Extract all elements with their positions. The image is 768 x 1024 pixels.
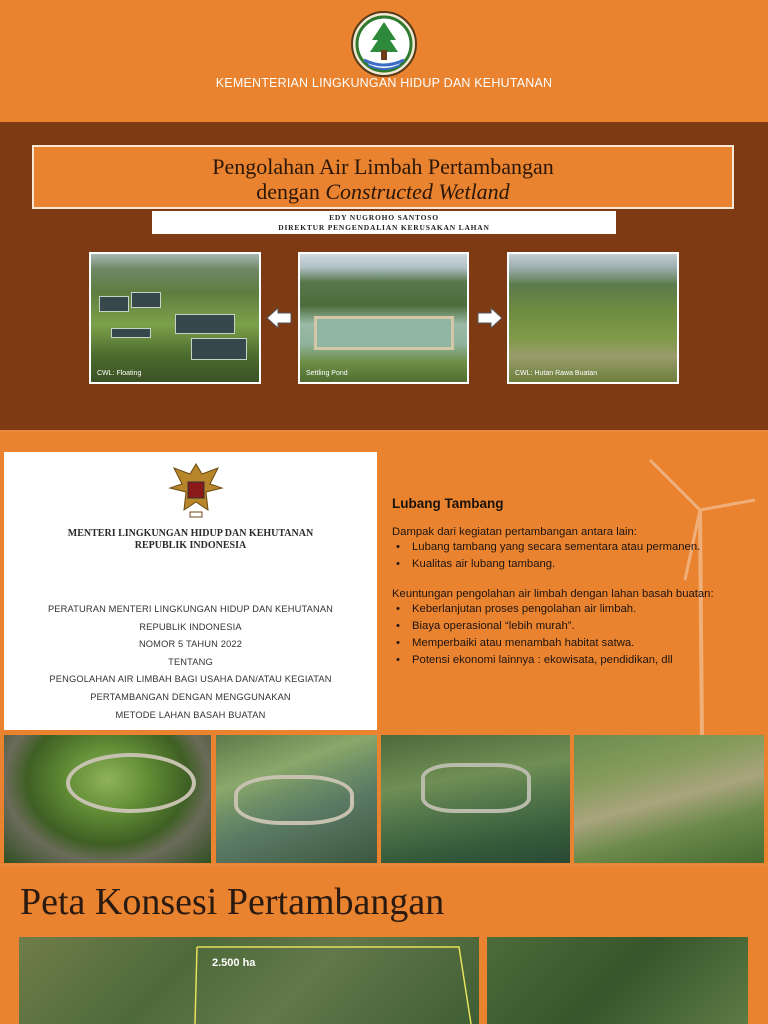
title-line-2-italic: Constructed Wetland — [325, 179, 510, 204]
benefit-intro: Keuntungan pengolahan air limbah dengan lahan basah buatan: — [392, 588, 714, 600]
list-item: • Keberlanjutan proses pengolahan air limbah. — [392, 601, 762, 618]
list-item: • Kualitas air lubang tambang. — [392, 556, 762, 573]
author-name: EDY NUGROHO SANTOSO — [329, 213, 439, 222]
satellite-map-2 — [487, 937, 748, 1024]
photo-caption: Settling Pond — [306, 370, 348, 377]
list-item: • Memperbaiki atau menambah habitat satwa. — [392, 635, 762, 652]
aerial-photo-4 — [574, 735, 764, 863]
concession-boundary-icon — [19, 937, 479, 1024]
list-item: • Lubang tambang yang secara sementara atau permanen. — [392, 539, 762, 556]
satellite-map-1 — [19, 937, 479, 1024]
document-line: PERATURAN MENTERI LINGKUNGAN HIDUP DAN KEHUTANAN — [47, 604, 334, 614]
photo-settling-pond — [298, 252, 469, 384]
document-line: REPUBLIK INDONESIA — [139, 621, 242, 632]
arrow-left-icon — [266, 307, 292, 329]
title-line-1: Pengolahan Air Limbah Pertambangan — [212, 154, 554, 179]
document-line: PERTAMBANGAN DENGAN MENGGUNAKAN — [90, 691, 291, 702]
document-body — [4, 601, 377, 724]
document-header-line-2: REPUBLIK INDONESIA — [134, 540, 247, 551]
photo-caption: CWL: Hutan Rawa Buatan — [515, 370, 598, 377]
document-line: NOMOR 5 TAHUN 2022 — [138, 639, 243, 650]
photo-caption: CWL: Floating — [97, 370, 142, 377]
pond-shape — [111, 328, 151, 338]
list-item: • Biaya operasional “lebih murah”. — [392, 618, 762, 635]
pond-shape — [131, 292, 161, 308]
section-heading: Lubang Tambang — [392, 496, 504, 511]
aerial-photo-3 — [381, 735, 570, 863]
aerial-photo-1 — [4, 735, 211, 863]
document-line: TENTANG — [168, 656, 213, 667]
slide3-title: Peta Konsesi Pertambangan — [20, 881, 445, 923]
area-label: 2.500 ha — [212, 957, 256, 969]
document-line: METODE LAHAN BASAH BUATAN — [115, 709, 266, 720]
title-line-2-prefix: dengan — [256, 179, 326, 204]
arrow-right-icon — [477, 307, 503, 329]
benefit-list — [392, 601, 762, 669]
pond-shape — [175, 314, 235, 334]
title-line-2 — [34, 179, 732, 205]
ring-shape — [234, 775, 354, 825]
ring-shape — [66, 753, 196, 813]
photo-hutan-rawa-buatan — [507, 252, 679, 384]
impact-intro: Dampak dari kegiatan pertambangan antara lain: — [392, 526, 637, 538]
pond-shape — [314, 316, 454, 350]
document-line: PENGOLAHAN AIR LIMBAH BAGI USAHA DAN/ATAU KEGIATAN — [49, 674, 332, 685]
ministry-logo-icon — [350, 10, 418, 78]
garuda-emblem-icon — [166, 460, 226, 522]
author-role: DIREKTUR PENGENDALIAN KERUSAKAN LAHAN — [278, 223, 490, 232]
photo-cwl-floating — [89, 252, 261, 384]
title-box — [32, 145, 734, 209]
impact-list — [392, 539, 762, 573]
author-box — [152, 211, 616, 234]
mining-info-text — [392, 496, 762, 669]
ministry-name: KEMENTERIAN LINGKUNGAN HIDUP DAN KEHUTANAN — [215, 76, 553, 90]
list-item: • Potensi ekonomi lainnya : ekowisata, pendidikan, dll — [392, 652, 762, 669]
document-header-line-1: MENTERI LINGKUNGAN HIDUP DAN KEHUTANAN — [67, 528, 314, 539]
document-header — [4, 528, 377, 552]
ring-shape — [421, 763, 531, 813]
aerial-photo-2 — [216, 735, 377, 863]
pond-shape — [99, 296, 129, 312]
pond-shape — [191, 338, 247, 360]
